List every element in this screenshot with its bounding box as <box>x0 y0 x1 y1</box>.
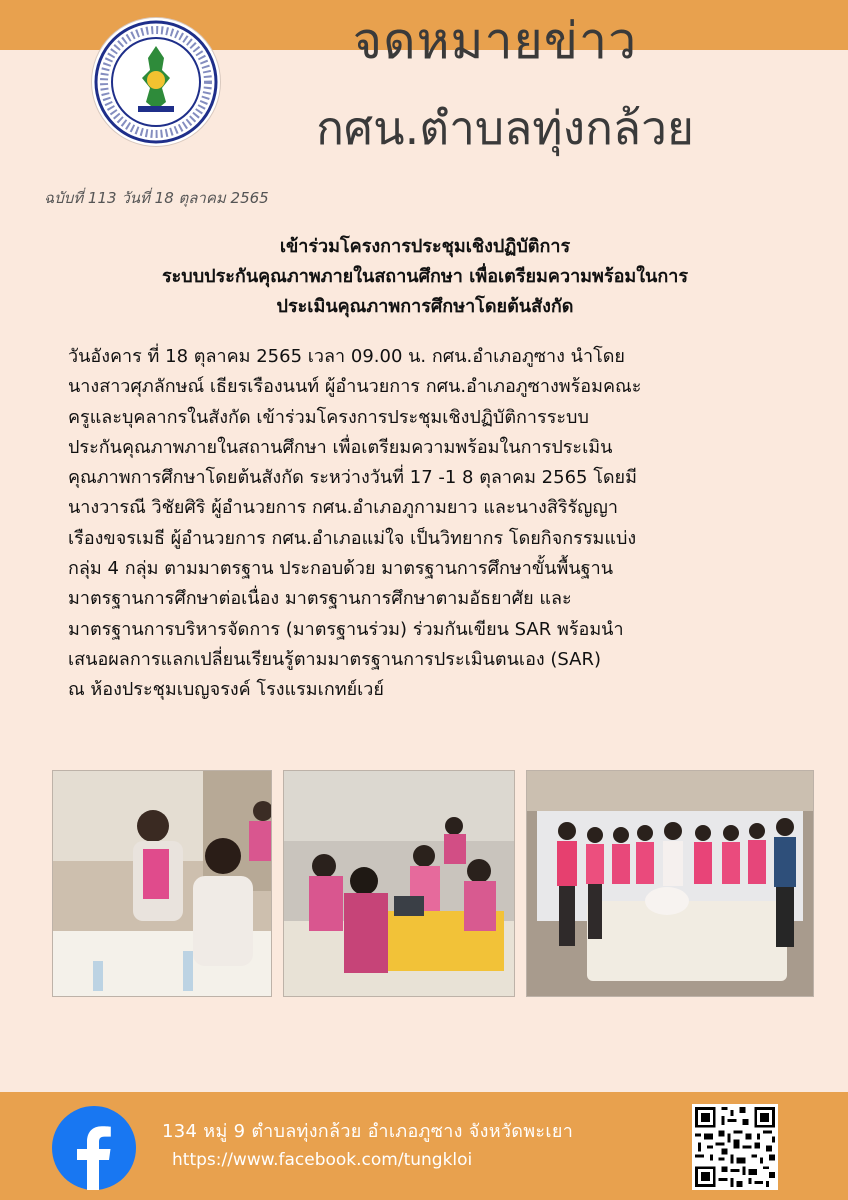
body-line: นางสาวศุภลักษณ์ เธียรเรืองนนท์ ผู้อำนวยการ กศน.อำเภอภูซางพร้อมคณะ <box>68 376 642 398</box>
headline-line: ระบบประกันคุณภาพภายในสถานศึกษา เพื่อเตรียมความพร้อมในการ <box>161 266 689 287</box>
office-seal-icon <box>92 18 220 146</box>
body-line: นางวารณี วิชัยศิริ ผู้อำนวยการ กศน.อำเภอภูกามยาว และนางสิริรัญญา <box>68 497 618 519</box>
headline-line: ประเมินคุณภาพการศึกษาโดยต้นสังกัด <box>276 296 574 317</box>
body-line: มาตรฐานการบริหารจัดการ (มาตรฐานร่วม) ร่วมกันเขียน SAR พร้อมนำ <box>68 618 624 640</box>
body-line: เรืองขจรเมธี ผู้อำนวยการ กศน.อำเภอแม่ใจ เป็นวิทยากร โดยกิจกรรมแบ่ง <box>68 527 637 549</box>
headline-line: เข้าร่วมโครงการประชุมเชิงปฏิบัติการ <box>279 236 571 257</box>
footer-address: 134 หมู่ 9 ตำบลทุ่งกล้วย อำเภอภูซาง จังหวัดพะเยา <box>162 1121 574 1142</box>
newsletter-title: จดหมายข่าว <box>352 12 638 70</box>
body-line: คุณภาพการศึกษาโดยต้นสังกัด ระหว่างวันที่ 17 -1 8 ตุลาคม 2565 โดยมี <box>68 467 637 489</box>
body-line: ประกันคุณภาพภายในสถานศึกษา เพื่อเตรียมความพร้อมในการประเมิน <box>68 436 613 458</box>
article-body <box>68 342 788 706</box>
body-line: ครูและบุคลากรในสังกัด เข้าร่วมโครงการประชุมเชิงปฏิบัติการระบบ <box>68 406 589 428</box>
body-line: ณ ห้องประชุมเบญจรงค์ โรงแรมเกทย์เวย์ <box>68 679 384 701</box>
photo-group-work <box>283 770 515 997</box>
facebook-link[interactable]: https://www.facebook.com/tungkloi <box>172 1150 473 1170</box>
issue-line: ฉบับที่ 113 วันที่ 18 ตุลาคม 2565 <box>44 189 269 207</box>
photo-meeting-participants <box>52 770 272 997</box>
body-line: มาตรฐานการศึกษาต่อเนื่อง มาตรฐานการศึกษาตามอัธยาศัย และ <box>68 588 572 610</box>
body-line: วันอังคาร ที่ 18 ตุลาคม 2565 เวลา 09.00 น. กศน.อำเภอภูซาง นำโดย <box>68 346 625 367</box>
photo-group-portrait <box>526 770 814 997</box>
office-name: กศน.ตำบลทุ่งกล้วย <box>316 101 694 155</box>
qr-code-icon <box>692 1104 778 1190</box>
body-line: เสนอผลการแลกเปลี่ยนเรียนรู้ตามมาตรฐานการประเมินตนเอง (SAR) <box>68 648 602 670</box>
facebook-icon[interactable] <box>52 1106 136 1190</box>
body-line: กลุ่ม 4 กลุ่ม ตามมาตรฐาน ประกอบด้วย มาตรฐานการศึกษาขั้นพื้นฐาน <box>68 558 613 580</box>
headline <box>60 232 790 322</box>
